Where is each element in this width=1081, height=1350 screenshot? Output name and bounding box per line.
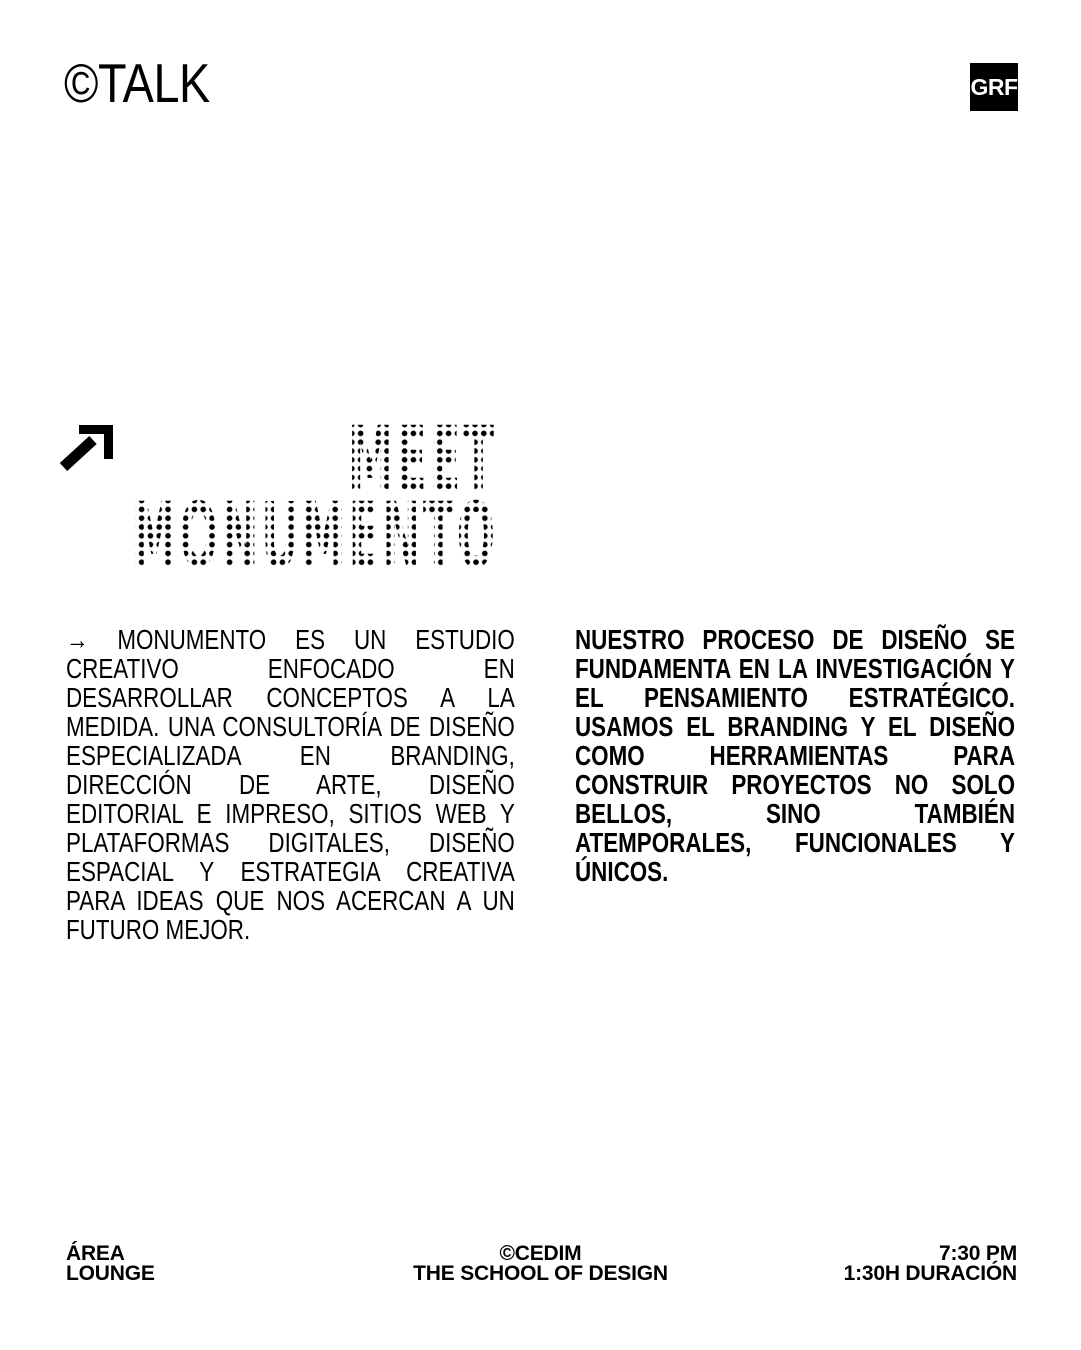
footer-schedule — [844, 1244, 1017, 1284]
process-paragraph: NUESTRO PROCESO DE DISEÑO SE FUNDAMENTA EN LA INVESTIGACIÓN Y EL PENSAMIENTO ESTRATÉGICO. USAMOS EL BRANDING Y EL DISEÑO COMO HERRAMIENTAS PARA CONSTRUIR PROYECTOS NO SOLO BELLOS, SINO TAMBIÉN ATEMPORALES, FUNCIONALES Y ÚNICOS. — [575, 624, 1015, 887]
footer-host-line-1: ©CEDIM — [499, 1242, 582, 1265]
grf-badge — [970, 63, 1018, 111]
grf-badge-label: GRF — [970, 73, 1018, 100]
footer-venue-line-1: ÁREA — [66, 1242, 125, 1265]
title-line-2: MONUMENTO — [131, 483, 498, 589]
footer-schedule-line-1: 7:30 PM — [939, 1242, 1017, 1265]
title-line-1: MEET — [348, 415, 497, 513]
arrow-up-right-icon — [64, 430, 109, 468]
footer-venue-line-2: LOUNGE — [66, 1262, 155, 1285]
intro-paragraph: → MONUMENTO ES UN ESTUDIO CREATIVO ENFOCADO EN DESARROLLAR CONCEPTOS A LA MEDIDA. UNA CONSULTORÍA DE DISEÑO ESPECIALIZADA EN BRANDING, DIRECCIÓN DE ARTE, DISEÑO EDITORIAL E IMPRESO, SITIOS WEB Y PLATAFORMAS DIGITALES, DISEÑO ESPACIAL Y ESTRATEGIA CREATIVA PARA IDEAS QUE NOS ACERCAN A UN FUTURO MEJOR. — [66, 624, 515, 945]
brand-title: ©TALK — [64, 52, 210, 114]
title-artwork — [0, 415, 540, 590]
footer-schedule-line-2: 1:30H DURACIÓN — [843, 1262, 1017, 1285]
footer-host-line-2: THE SCHOOL OF DESIGN — [413, 1262, 668, 1285]
